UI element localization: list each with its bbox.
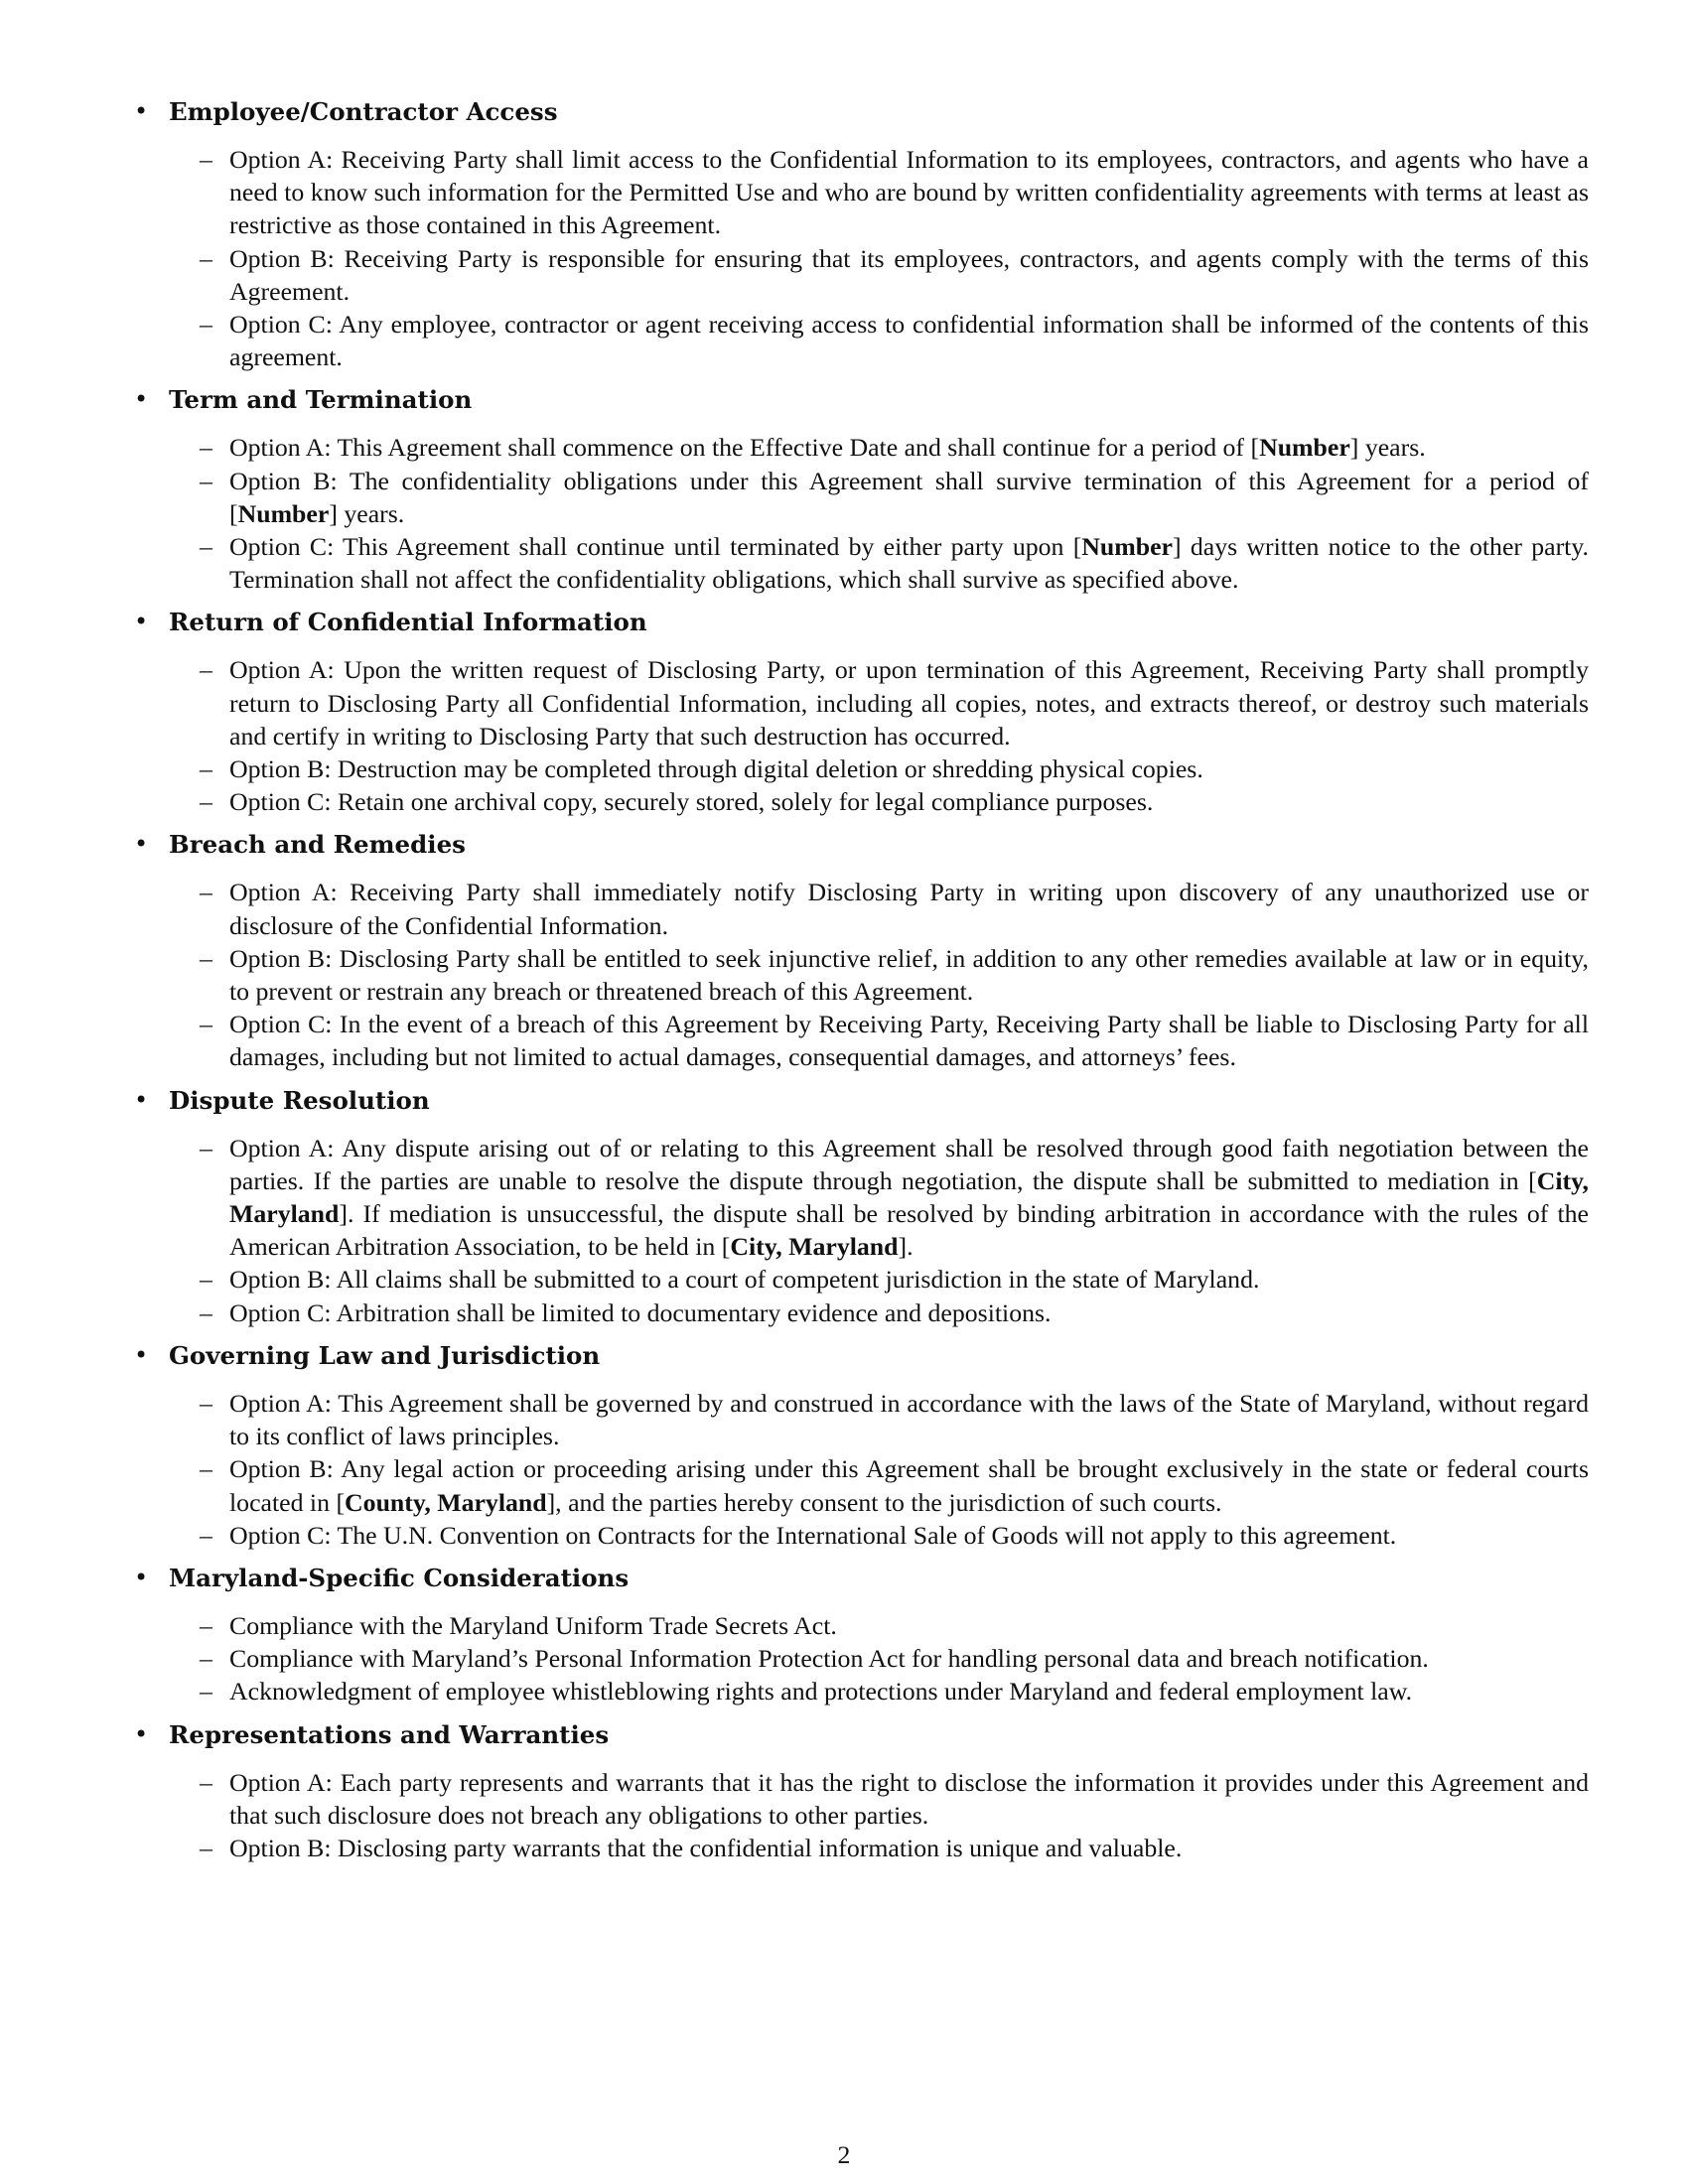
dash-icon: –: [200, 754, 212, 784]
bullet-icon: •: [134, 1085, 149, 1114]
option-item: – Option C: This Agreement shall continue until terminated by either party upon [Number] days written notice to the other party. Termination shall not affect the confidentiality obligations, which shall survive as specified above.: [200, 532, 1589, 595]
clause-section: [129, 383, 1589, 596]
dash-icon: –: [200, 1133, 212, 1162]
bullet-icon: •: [134, 608, 149, 636]
option-item: – Option A: Receiving Party shall limit access to the Confidential Information to its employees, contractors, and agents who have a need to know such information for the Permitted Use and who are bound by written confidentiality agreements with terms at least as restrictive as those contained in this Agreement.: [200, 145, 1589, 240]
bullet-icon: •: [134, 1719, 149, 1748]
dash-icon: –: [200, 1677, 212, 1706]
option-item: – Option C: Any employee, contractor or agent receiving access to confidential information shall be informed of the contents of this agreement.: [200, 310, 1589, 372]
section-heading: Term and Termination: [169, 385, 473, 415]
placeholder-field: Number: [237, 498, 330, 528]
dash-icon: –: [200, 532, 212, 562]
option-item: – Option C: Retain one archival copy, securely stored, solely for legal compliance purposes.: [229, 785, 1589, 818]
option-list: [169, 653, 1589, 818]
section-heading: Maryland-Specific Considerations: [169, 1563, 630, 1592]
placeholder-field: City, Maryland: [229, 1165, 1589, 1229]
option-list: [169, 431, 1589, 596]
option-item: – Option C: In the event of a breach of this Agreement by Receiving Party, Receiving Party shall be liable to Disclosing Party for all damages, including but not limited to actual damages, consequential damages, and attorneys’ fees.: [200, 1010, 1589, 1072]
section-heading: Breach and Remedies: [169, 830, 466, 860]
dash-icon: –: [200, 1610, 212, 1640]
placeholder-field: Number: [1259, 433, 1350, 463]
option-list: [169, 1387, 1589, 1552]
clause-section: [129, 828, 1589, 1073]
clause-section: [129, 1718, 1589, 1865]
option-list: [169, 1766, 1589, 1865]
option-item: – Option B: Receiving Party is responsible for ensuring that its employees, contractors, and agents comply with the terms of this Agreement.: [200, 243, 1589, 306]
dash-icon: –: [200, 1297, 212, 1327]
dash-icon: –: [200, 943, 212, 973]
placeholder-field: Number: [1081, 532, 1174, 562]
option-list: [169, 876, 1589, 1073]
dash-icon: –: [200, 655, 212, 685]
option-list: [169, 1609, 1589, 1708]
bullet-icon: •: [134, 1563, 149, 1591]
section-heading: Representations and Warranties: [169, 1719, 610, 1749]
bullet-icon: •: [134, 830, 149, 859]
clause-section: [129, 1084, 1589, 1329]
placeholder-field: City, Maryland: [730, 1232, 899, 1262]
section-heading: Employee/Contractor Access: [169, 97, 558, 126]
bullet-icon: •: [134, 97, 149, 125]
dash-icon: –: [200, 1265, 212, 1295]
option-item: – Option A: This Agreement shall commence on the Effective Date and shall continue for a period of [Number] years.: [229, 431, 1589, 464]
dash-icon: –: [200, 1454, 212, 1484]
dash-icon: –: [200, 1010, 212, 1039]
dash-icon: –: [200, 243, 212, 273]
clause-section: [129, 95, 1589, 373]
clause-section: [129, 606, 1589, 818]
section-heading: Return of Confidential Information: [169, 608, 647, 637]
dash-icon: –: [200, 145, 212, 174]
section-heading: Governing Law and Jurisdiction: [169, 1340, 601, 1370]
option-item: – Acknowledgment of employee whistleblowing rights and protections under Maryland and federal employment law.: [229, 1675, 1589, 1707]
dash-icon: –: [200, 310, 212, 340]
page-number: 2: [837, 2140, 851, 2169]
option-item: – Option B: Disclosing party warrants that the confidential information is unique and valuable.: [229, 1832, 1589, 1864]
option-item: – Option A: Any dispute arising out of or relating to this Agreement shall be resolved through good faith negotiation between the parties. If the parties are unable to resolve the dispute through negotiation, the dispute shall be submitted to mediation in [City, Maryland]. If mediation is unsuccessful, the dispute shall be resolved by binding arbitration in accordance with the rules of the American Arbitration Association, to be held in [City, Maryland].: [200, 1133, 1589, 1262]
option-item: – Option A: Receiving Party shall immediately notify Disclosing Party in writing upon discovery of any unauthorized use or disclosure of the Confidential Information.: [200, 878, 1589, 940]
section-heading: Dispute Resolution: [169, 1085, 430, 1115]
clause-list: [129, 95, 1589, 1874]
option-item: – Option B: Any legal action or proceeding arising under this Agreement shall be brought exclusively in the state or federal courts located in [County, Maryland], and the parties hereby consent to the jurisdiction of such courts.: [200, 1454, 1589, 1517]
placeholder-field: County, Maryland: [345, 1487, 547, 1517]
dash-icon: –: [200, 1520, 212, 1550]
option-item: – Option B: All claims shall be submitted to a court of competent jurisdiction in the state of Maryland.: [229, 1263, 1589, 1296]
dash-icon: –: [200, 1644, 212, 1674]
option-item: – Compliance with the Maryland Uniform Trade Secrets Act.: [229, 1609, 1589, 1642]
option-list: [169, 143, 1589, 373]
dash-icon: –: [200, 787, 212, 817]
dash-icon: –: [200, 1388, 212, 1418]
option-item: – Option A: Upon the written request of Disclosing Party, or upon termination of this Agreement, Receiving Party shall promptly return to Disclosing Party all Confidential Information, including all copies, notes, and extracts thereof, or destroy such materials and certify in writing to Disclosing Party that such destruction has occurred.: [200, 655, 1589, 751]
option-item: – Option B: Disclosing Party shall be entitled to seek injunctive relief, in addition to any other remedies available at law or in equity, to prevent or restrain any breach or threatened breach of this Agreement.: [200, 943, 1589, 1007]
dash-icon: –: [200, 1833, 212, 1862]
option-list: [169, 1132, 1589, 1329]
dash-icon: –: [200, 466, 212, 495]
option-item: – Option A: This Agreement shall be governed by and construed in accordance with the laws of the State of Maryland, without regard to its conflict of laws principles.: [200, 1388, 1589, 1451]
option-item: – Option C: The U.N. Convention on Contracts for the International Sale of Goods will not apply to this agreement.: [229, 1519, 1589, 1552]
dash-icon: –: [200, 433, 212, 463]
option-item: – Option A: Each party represents and warrants that it has the right to disclose the information it provides under this Agreement and that such disclosure does not breach any obligations to other parties.: [200, 1767, 1589, 1830]
option-item: – Option B: Destruction may be completed through digital deletion or shredding physical copies.: [229, 752, 1589, 785]
option-item: – Compliance with Maryland’s Personal Information Protection Act for handling personal data and breach notification.: [229, 1642, 1589, 1675]
dash-icon: –: [200, 878, 212, 907]
clause-section: [129, 1339, 1589, 1552]
dash-icon: –: [200, 1767, 212, 1797]
bullet-icon: •: [134, 385, 149, 414]
bullet-icon: •: [134, 1340, 149, 1369]
clause-section: [129, 1562, 1589, 1708]
option-item: – Option C: Arbitration shall be limited to documentary evidence and depositions.: [229, 1297, 1589, 1329]
option-item: – Option B: The confidentiality obligations under this Agreement shall survive termination of this Agreement for a period of [Number] years.: [200, 466, 1589, 528]
